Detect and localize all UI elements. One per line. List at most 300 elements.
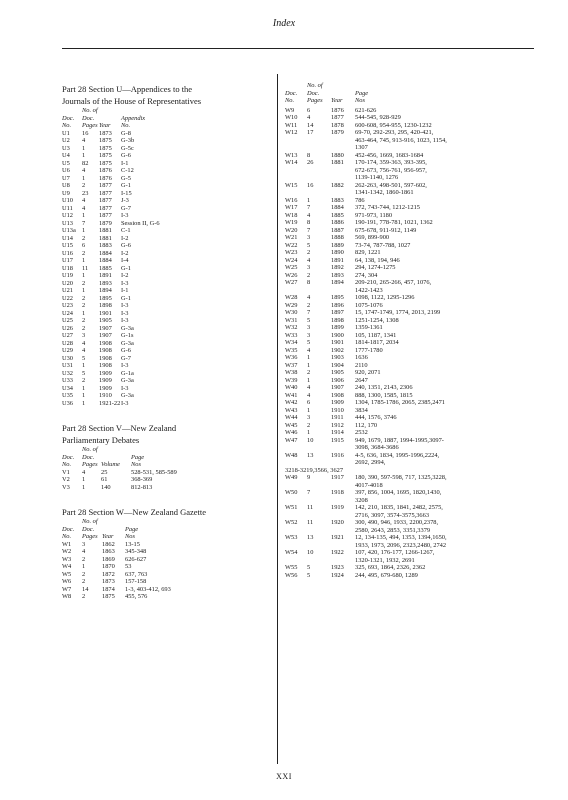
page-numbers-line: 397, 856, 1004, 1695, 1820,1430, bbox=[355, 489, 442, 496]
page-numbers-line: 170-174, 359-363, 393-395, bbox=[355, 159, 427, 166]
table-cell: W32 bbox=[285, 324, 298, 331]
table-cell: 8 bbox=[307, 151, 311, 159]
page-numbers-line: 2532 bbox=[355, 429, 368, 436]
page-numbers bbox=[355, 452, 515, 467]
table-cell: U33 bbox=[62, 377, 74, 384]
table-cell: I-2 bbox=[121, 272, 129, 279]
table-cell: W33 bbox=[285, 331, 298, 339]
table-cell: W7 bbox=[62, 585, 72, 593]
table-cell: 2 bbox=[82, 570, 86, 578]
table-row bbox=[285, 399, 535, 407]
table-cell: I-2 bbox=[121, 249, 129, 257]
table-cell: 1893 bbox=[331, 271, 344, 279]
table-cell: 1881 bbox=[331, 159, 344, 166]
table-row bbox=[62, 332, 267, 340]
page-numbers bbox=[355, 114, 515, 122]
table-cell: I-3 bbox=[121, 384, 129, 392]
table-row bbox=[62, 175, 267, 183]
table-cell: 25 bbox=[101, 468, 108, 476]
table-cell: 3 bbox=[307, 234, 311, 241]
table-cell: W53 bbox=[285, 534, 298, 541]
table-cell: 1881 bbox=[99, 227, 112, 234]
page-numbers-line: 1422-1423 bbox=[355, 286, 383, 294]
table-cell: 4 bbox=[82, 204, 86, 212]
page-numbers-line: 2692, 2994, bbox=[355, 459, 386, 466]
table-cell: 1924 bbox=[331, 571, 344, 579]
table-cell: U1 bbox=[62, 129, 70, 137]
table-row bbox=[62, 469, 267, 477]
page-numbers-line: 112, 170 bbox=[355, 421, 378, 429]
table-cell: I-3 bbox=[121, 302, 129, 309]
table-row bbox=[285, 437, 535, 452]
table-cell: V1 bbox=[62, 468, 70, 476]
table-cell: I-3 bbox=[121, 309, 129, 317]
table-row bbox=[285, 114, 535, 122]
table-cell: 10 bbox=[307, 436, 314, 444]
table-cell: 1873 bbox=[99, 129, 112, 137]
table-cell: 1 bbox=[82, 392, 86, 399]
table-cell: 1 bbox=[82, 362, 86, 369]
page-numbers-line: 1814-1817, 2034 bbox=[355, 339, 399, 346]
section-v-table bbox=[62, 469, 267, 492]
table-cell: 17 bbox=[307, 129, 314, 136]
table-cell: W1 bbox=[62, 540, 72, 548]
table-cell: W14 bbox=[285, 159, 298, 166]
page-numbers-line: 949, 1679, 1887, 1994-1995,3097- bbox=[355, 436, 444, 444]
page-numbers-line: 829, 1221 bbox=[355, 249, 381, 256]
table-row bbox=[285, 489, 535, 504]
table-row bbox=[62, 145, 267, 153]
table-cell: 2 bbox=[82, 182, 86, 189]
table-cell: 1898 bbox=[331, 316, 344, 324]
table-cell: U14 bbox=[62, 234, 74, 242]
table-cell: I-15 bbox=[121, 189, 132, 197]
page-numbers-line: 2110 bbox=[355, 361, 368, 369]
section-w-header-cont: No. of Doc. Doc. Page No. Pages Year Nos bbox=[285, 82, 369, 104]
table-cell: 11 bbox=[82, 264, 89, 272]
table-row bbox=[285, 422, 535, 430]
table-cell: 2 bbox=[82, 294, 86, 302]
table-cell: 1903 bbox=[331, 354, 344, 361]
table-cell: U11 bbox=[62, 204, 73, 212]
table-row bbox=[285, 407, 535, 415]
page-numbers-line: 672-673, 756-761, 956-957, bbox=[355, 166, 427, 174]
table-row bbox=[285, 309, 535, 317]
table-cell: W35 bbox=[285, 346, 298, 354]
page-numbers-line: 262-263, 498-501, 597-602, bbox=[355, 181, 427, 189]
table-row bbox=[285, 354, 535, 362]
table-cell: 1 bbox=[307, 429, 311, 436]
table-cell: 1863 bbox=[102, 548, 115, 555]
table-cell: 13-15 bbox=[125, 540, 140, 548]
page-numbers-line: 73-74, 787-788, 1027 bbox=[355, 241, 411, 249]
table-cell: 1907 bbox=[99, 324, 112, 332]
table-cell: W49 bbox=[285, 474, 298, 481]
page-numbers-line: 1098, 1122, 1295-1296 bbox=[355, 294, 415, 301]
table-cell: W13 bbox=[285, 151, 298, 159]
page-numbers-line: 3834 bbox=[355, 406, 368, 414]
table-cell: W10 bbox=[285, 114, 298, 121]
page-numbers-line: 105, 1187, 1341 bbox=[355, 331, 397, 339]
table-cell: G-6 bbox=[121, 152, 131, 159]
table-cell: U24 bbox=[62, 309, 74, 317]
table-cell: I-4 bbox=[121, 257, 129, 264]
table-cell: G-1s bbox=[121, 332, 134, 339]
table-cell: 2 bbox=[307, 369, 311, 376]
table-cell: 1918 bbox=[331, 489, 344, 496]
table-cell: 1886 bbox=[331, 219, 344, 226]
table-row bbox=[62, 317, 267, 325]
table-row: 3218-3219,3566, 3627 bbox=[285, 466, 344, 474]
table-cell: W16 bbox=[285, 196, 298, 204]
table-cell: U17 bbox=[62, 257, 74, 264]
table-cell: 4 bbox=[82, 347, 86, 354]
table-cell: 1-3, 403-412, 693 bbox=[125, 585, 171, 593]
page-numbers bbox=[355, 197, 515, 205]
table-cell: 1909 bbox=[99, 377, 112, 384]
table-cell: 2 bbox=[82, 234, 86, 242]
table-cell: 1909 bbox=[331, 399, 344, 406]
table-cell: G-8 bbox=[121, 129, 131, 137]
table-cell: W19 bbox=[285, 219, 298, 226]
page-numbers-line: 372, 743-744, 1212-1215 bbox=[355, 204, 420, 211]
table-cell: W8 bbox=[62, 593, 72, 600]
right-column bbox=[285, 82, 535, 579]
table-cell: W20 bbox=[285, 226, 298, 234]
table-cell: 1907 bbox=[99, 332, 112, 339]
table-cell: U7 bbox=[62, 174, 70, 182]
table-cell: 1915 bbox=[331, 436, 344, 444]
table-cell: 1921-22 bbox=[99, 399, 121, 407]
table-cell: U35 bbox=[62, 392, 74, 399]
table-cell: 637, 763 bbox=[125, 570, 148, 578]
table-cell: 1872 bbox=[102, 570, 115, 578]
page-number: XXI bbox=[276, 772, 292, 781]
table-cell: 2 bbox=[82, 249, 86, 257]
table-cell: 2 bbox=[307, 249, 311, 256]
section-u-table bbox=[62, 130, 267, 408]
table-row bbox=[62, 484, 267, 492]
table-cell: 1875 bbox=[99, 152, 112, 159]
page-numbers bbox=[355, 519, 515, 534]
table-cell: 23 bbox=[82, 189, 89, 197]
table-cell: I-3 bbox=[121, 279, 129, 287]
table-row bbox=[285, 429, 535, 437]
table-cell: 1877 bbox=[331, 114, 344, 121]
table-cell: 1896 bbox=[331, 301, 344, 309]
table-cell: W56 bbox=[285, 571, 298, 579]
table-cell: U13a bbox=[62, 227, 76, 234]
page-numbers bbox=[355, 399, 515, 407]
table-row bbox=[285, 242, 535, 250]
table-cell: U26 bbox=[62, 324, 74, 332]
table-cell: 7 bbox=[82, 219, 86, 227]
table-cell: 1910 bbox=[99, 392, 112, 399]
page-numbers bbox=[355, 242, 515, 250]
table-cell: U15 bbox=[62, 242, 74, 249]
table-cell: 2 bbox=[307, 271, 311, 279]
table-cell: U10 bbox=[62, 197, 74, 204]
table-cell: 1910 bbox=[331, 406, 344, 414]
table-cell: 5 bbox=[307, 241, 311, 249]
table-cell: 1908 bbox=[99, 339, 112, 347]
table-cell: 2 bbox=[82, 593, 86, 600]
page-numbers bbox=[355, 572, 515, 580]
page-numbers-line: 786 bbox=[355, 196, 365, 204]
page-numbers bbox=[355, 339, 515, 347]
table-cell: G-3a bbox=[121, 377, 134, 384]
table-cell: G-1 bbox=[121, 182, 131, 189]
table-cell: W15 bbox=[285, 181, 298, 189]
table-cell: U12 bbox=[62, 212, 74, 219]
page-numbers-line: 2580, 2643, 2853, 3351,3379 bbox=[355, 526, 431, 534]
table-row bbox=[62, 182, 267, 190]
table-cell: 1875 bbox=[102, 593, 115, 600]
table-cell: I-3 bbox=[121, 212, 129, 219]
table-cell: 3 bbox=[307, 414, 311, 421]
table-row bbox=[62, 556, 267, 564]
page-numbers bbox=[355, 377, 515, 385]
table-cell: 2 bbox=[82, 578, 86, 585]
table-row bbox=[285, 197, 535, 205]
table-row bbox=[285, 564, 535, 572]
table-cell: 1923 bbox=[331, 564, 344, 571]
table-cell: 1912 bbox=[331, 421, 344, 429]
table-cell: 1906 bbox=[331, 376, 344, 384]
table-cell: U25 bbox=[62, 317, 74, 324]
page-numbers-line: 1075-1076 bbox=[355, 301, 383, 309]
page-numbers-line: 621-626 bbox=[355, 106, 377, 114]
table-row bbox=[285, 294, 535, 302]
table-cell: 1887 bbox=[331, 226, 344, 234]
table-cell: 61 bbox=[101, 476, 108, 483]
table-row bbox=[62, 362, 267, 370]
table-cell: W17 bbox=[285, 204, 298, 211]
table-row bbox=[285, 474, 535, 489]
table-cell: 1883 bbox=[99, 242, 112, 249]
table-cell: 1908 bbox=[99, 362, 112, 369]
table-row bbox=[285, 152, 535, 160]
table-cell: 5 bbox=[307, 564, 311, 571]
table-cell: 1905 bbox=[331, 369, 344, 376]
section-w-table bbox=[62, 541, 267, 601]
table-row bbox=[62, 385, 267, 393]
running-header: Index bbox=[272, 18, 296, 29]
table-cell: 1891 bbox=[99, 272, 112, 279]
table-row bbox=[62, 347, 267, 355]
table-cell: 626-627 bbox=[125, 555, 147, 563]
table-cell: G-5c bbox=[121, 144, 134, 152]
table-cell: 1877 bbox=[99, 182, 112, 189]
page-numbers bbox=[355, 362, 515, 370]
page-numbers bbox=[355, 257, 515, 265]
table-cell: W2 bbox=[62, 548, 72, 555]
table-cell: 1899 bbox=[331, 324, 344, 331]
table-cell: 528-531, 585-589 bbox=[131, 468, 177, 476]
table-cell: 1885 bbox=[331, 211, 344, 219]
table-cell: W52 bbox=[285, 519, 298, 526]
table-cell: 1 bbox=[82, 144, 86, 152]
table-cell: 1908 bbox=[99, 354, 112, 362]
table-cell: 2 bbox=[82, 555, 86, 563]
table-cell: U27 bbox=[62, 332, 74, 339]
table-cell: 1870 bbox=[102, 563, 115, 570]
table-cell: W40 bbox=[285, 384, 298, 391]
table-cell: 1876 bbox=[99, 174, 112, 182]
table-cell: U20 bbox=[62, 279, 74, 287]
table-cell: W30 bbox=[285, 309, 298, 316]
table-cell: U21 bbox=[62, 287, 74, 294]
table-cell: 1908 bbox=[99, 347, 112, 354]
page-numbers bbox=[355, 332, 515, 340]
table-cell: W54 bbox=[285, 549, 298, 556]
table-cell: 2 bbox=[82, 279, 86, 287]
table-cell: 1902 bbox=[331, 346, 344, 354]
table-row bbox=[62, 190, 267, 198]
table-cell: 4 bbox=[307, 384, 311, 391]
page-numbers-line: 69-70, 292-293, 295, 420-421, bbox=[355, 129, 434, 136]
column-divider bbox=[277, 74, 278, 764]
table-row bbox=[62, 265, 267, 273]
table-cell: 14 bbox=[82, 585, 89, 593]
table-row bbox=[285, 317, 535, 325]
table-cell: 6 bbox=[82, 242, 86, 249]
table-cell: U18 bbox=[62, 264, 74, 272]
table-row bbox=[285, 249, 535, 257]
page-numbers-line: 1307 bbox=[355, 144, 368, 151]
page-numbers-line: 463-464, 745, 913-916, 1023, 1154, bbox=[355, 136, 447, 144]
table-row bbox=[285, 257, 535, 265]
table-cell: 13 bbox=[307, 534, 314, 541]
table-cell: 4 bbox=[82, 468, 86, 476]
page-numbers bbox=[355, 347, 515, 355]
page-numbers bbox=[355, 549, 515, 564]
table-cell: U3 bbox=[62, 144, 70, 152]
table-cell: I-1 bbox=[121, 287, 129, 294]
table-cell: U22 bbox=[62, 294, 74, 302]
table-cell: W39 bbox=[285, 376, 298, 384]
table-cell: W3 bbox=[62, 555, 72, 563]
table-cell: I-1 bbox=[121, 159, 129, 167]
table-cell: 1876 bbox=[331, 106, 344, 114]
table-cell: 14 bbox=[307, 121, 314, 129]
page-numbers-line: 888, 1300, 1585, 1815 bbox=[355, 391, 413, 399]
table-cell: 1883 bbox=[331, 196, 344, 204]
page-numbers-line: 675-678, 911-912, 1149 bbox=[355, 226, 417, 234]
page-numbers-line: 2716, 3097, 3574-3575,3663 bbox=[355, 511, 430, 519]
table-cell: 2 bbox=[307, 301, 311, 309]
table-cell: 8 bbox=[307, 219, 311, 226]
table-cell: 1 bbox=[82, 384, 86, 392]
table-cell: W24 bbox=[285, 256, 298, 264]
page-numbers-line: 1304, 1785-1786, 2065, 2385,2471 bbox=[355, 399, 445, 406]
table-row bbox=[285, 392, 535, 400]
table-row bbox=[62, 280, 267, 288]
page-numbers-line: 274, 304 bbox=[355, 271, 378, 279]
page-numbers bbox=[355, 384, 515, 392]
table-row bbox=[285, 534, 535, 549]
table-cell: 4 bbox=[307, 211, 311, 219]
table-row bbox=[285, 107, 535, 115]
table-cell: 1884 bbox=[99, 257, 112, 264]
table-cell: 4 bbox=[307, 114, 311, 121]
page-numbers-line: 600-608, 954-955, 1230-1232 bbox=[355, 121, 432, 129]
page-numbers-line: 209-210, 265-266, 457, 1076, bbox=[355, 279, 432, 286]
table-cell: 1 bbox=[82, 563, 86, 570]
table-cell: 11 bbox=[307, 519, 314, 526]
table-cell: 455, 576 bbox=[125, 593, 148, 600]
table-cell: 1878 bbox=[331, 121, 344, 129]
table-cell: 13 bbox=[307, 451, 314, 459]
table-cell: V2 bbox=[62, 476, 70, 483]
table-cell: 1 bbox=[82, 227, 86, 234]
table-cell: 1 bbox=[307, 196, 311, 204]
table-cell: G-1 bbox=[121, 264, 131, 272]
table-row bbox=[62, 593, 267, 601]
page-numbers-line: 1777-1780 bbox=[355, 346, 383, 354]
table-cell: 1 bbox=[307, 361, 311, 369]
table-cell: W6 bbox=[62, 578, 72, 585]
table-cell: W25 bbox=[285, 264, 298, 271]
table-cell: 9 bbox=[307, 474, 311, 481]
table-cell: G-3b bbox=[121, 137, 135, 144]
page-numbers-line: 544-545, 928-929 bbox=[355, 114, 401, 121]
table-cell: G-6 bbox=[121, 242, 131, 249]
table-row bbox=[62, 325, 267, 333]
table-row bbox=[62, 295, 267, 303]
table-cell: 1877 bbox=[99, 197, 112, 204]
table-cell: U6 bbox=[62, 167, 70, 174]
page-numbers bbox=[355, 122, 515, 130]
table-cell: W36 bbox=[285, 354, 298, 361]
table-cell: U4 bbox=[62, 152, 70, 159]
table-cell: 1895 bbox=[99, 294, 112, 302]
table-cell: 5 bbox=[82, 369, 86, 377]
table-cell: 1 bbox=[82, 287, 86, 294]
table-cell: 1875 bbox=[99, 144, 112, 152]
table-cell: 4 bbox=[82, 197, 86, 204]
table-cell: 1874 bbox=[102, 585, 115, 593]
page-numbers-line: 12, 134-135, 494, 1353, 1394,1650, bbox=[355, 534, 447, 541]
table-row bbox=[62, 205, 267, 213]
table-row bbox=[285, 324, 535, 332]
table-cell: 1862 bbox=[102, 540, 115, 548]
table-cell: 157-158 bbox=[125, 578, 147, 585]
table-cell: W9 bbox=[285, 106, 295, 114]
table-cell: G-3a bbox=[121, 392, 134, 399]
table-cell: C-1 bbox=[121, 227, 131, 234]
table-cell: W22 bbox=[285, 241, 298, 249]
table-row bbox=[62, 586, 267, 594]
page-numbers bbox=[355, 152, 515, 160]
table-cell: 1892 bbox=[331, 264, 344, 271]
table-row bbox=[285, 234, 535, 242]
table-row bbox=[285, 339, 535, 347]
page-numbers-line: 190-191, 778-781, 1021, 1362 bbox=[355, 219, 433, 226]
page-numbers bbox=[355, 107, 515, 115]
page-numbers bbox=[355, 414, 515, 422]
table-cell: 2 bbox=[82, 302, 86, 309]
table-row bbox=[62, 355, 267, 363]
table-cell: U9 bbox=[62, 189, 70, 197]
table-cell: 1898 bbox=[99, 302, 112, 309]
table-cell: 1894 bbox=[331, 279, 344, 286]
table-cell: 3 bbox=[307, 264, 311, 271]
table-cell: 1881 bbox=[99, 234, 112, 242]
table-row bbox=[62, 167, 267, 175]
table-cell: W50 bbox=[285, 489, 298, 496]
page-numbers bbox=[355, 369, 515, 377]
